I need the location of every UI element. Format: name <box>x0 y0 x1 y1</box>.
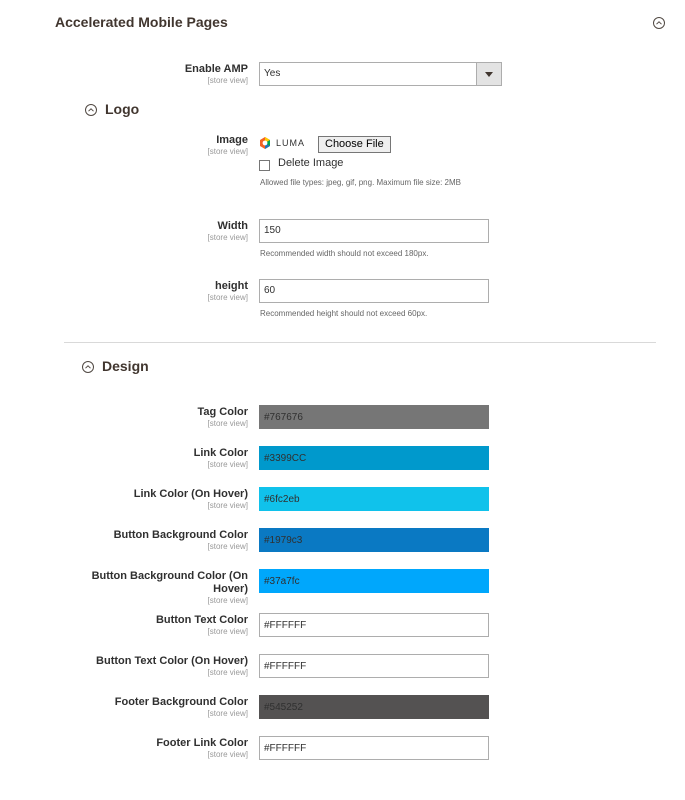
height-label: height [store view] <box>207 280 248 302</box>
color-input[interactable]: #37a7fc <box>259 569 489 593</box>
color-input[interactable]: #FFFFFF <box>259 613 489 637</box>
design-field-label: Button Background Color [store view] <box>113 529 248 551</box>
color-input[interactable]: #6fc2eb <box>259 487 489 511</box>
scope-hint: [store view] <box>207 76 248 85</box>
collapse-design-icon[interactable] <box>82 361 94 373</box>
luma-logo-icon <box>258 136 272 150</box>
width-input[interactable]: 150 <box>259 219 489 243</box>
luma-logo-text: LUMA <box>276 138 306 148</box>
color-input[interactable]: #3399CC <box>259 446 489 470</box>
delete-image-label: Delete Image <box>278 157 344 169</box>
color-input[interactable]: #1979c3 <box>259 528 489 552</box>
chevron-down-icon <box>476 63 501 85</box>
height-note: Recommended height should not exceed 60px. <box>260 309 428 318</box>
color-input[interactable]: #767676 <box>259 405 489 429</box>
delete-image-checkbox[interactable] <box>259 160 270 171</box>
design-field-label: Button Text Color (On Hover) [store view] <box>96 655 248 677</box>
design-field-label: Footer Background Color [store view] <box>114 696 248 718</box>
divider <box>64 342 656 343</box>
collapse-section-icon[interactable] <box>653 17 665 29</box>
image-label: Image [store view] <box>207 134 248 156</box>
choose-file-button[interactable]: Choose File <box>318 136 391 153</box>
section-title: Accelerated Mobile Pages <box>55 14 228 30</box>
design-field-label: Button Background Color (On Hover) [store view] <box>91 570 248 605</box>
allowed-files-note: Allowed file types: jpeg, gif, png. Maximum file size: 2MB <box>260 178 461 187</box>
color-input[interactable]: #FFFFFF <box>259 654 489 678</box>
design-field-label: Button Text Color [store view] <box>155 614 248 636</box>
enable-amp-value: Yes <box>264 68 281 79</box>
design-field-label: Link Color (On Hover) [store view] <box>133 488 248 510</box>
design-group-title: Design <box>102 358 149 374</box>
design-field-label: Footer Link Color [store view] <box>156 737 248 759</box>
width-note: Recommended width should not exceed 180px. <box>260 249 429 258</box>
design-field-label: Tag Color [store view] <box>197 406 248 428</box>
logo-group-title: Logo <box>105 101 140 117</box>
enable-amp-select[interactable] <box>259 62 502 86</box>
enable-amp-label: Enable AMP [store view] <box>184 63 248 85</box>
height-input[interactable]: 60 <box>259 279 489 303</box>
design-field-label: Link Color [store view] <box>193 447 248 469</box>
color-input[interactable]: #FFFFFF <box>259 736 489 760</box>
color-input[interactable]: #545252 <box>259 695 489 719</box>
collapse-logo-icon[interactable] <box>85 104 97 116</box>
width-label: Width [store view] <box>207 220 248 242</box>
